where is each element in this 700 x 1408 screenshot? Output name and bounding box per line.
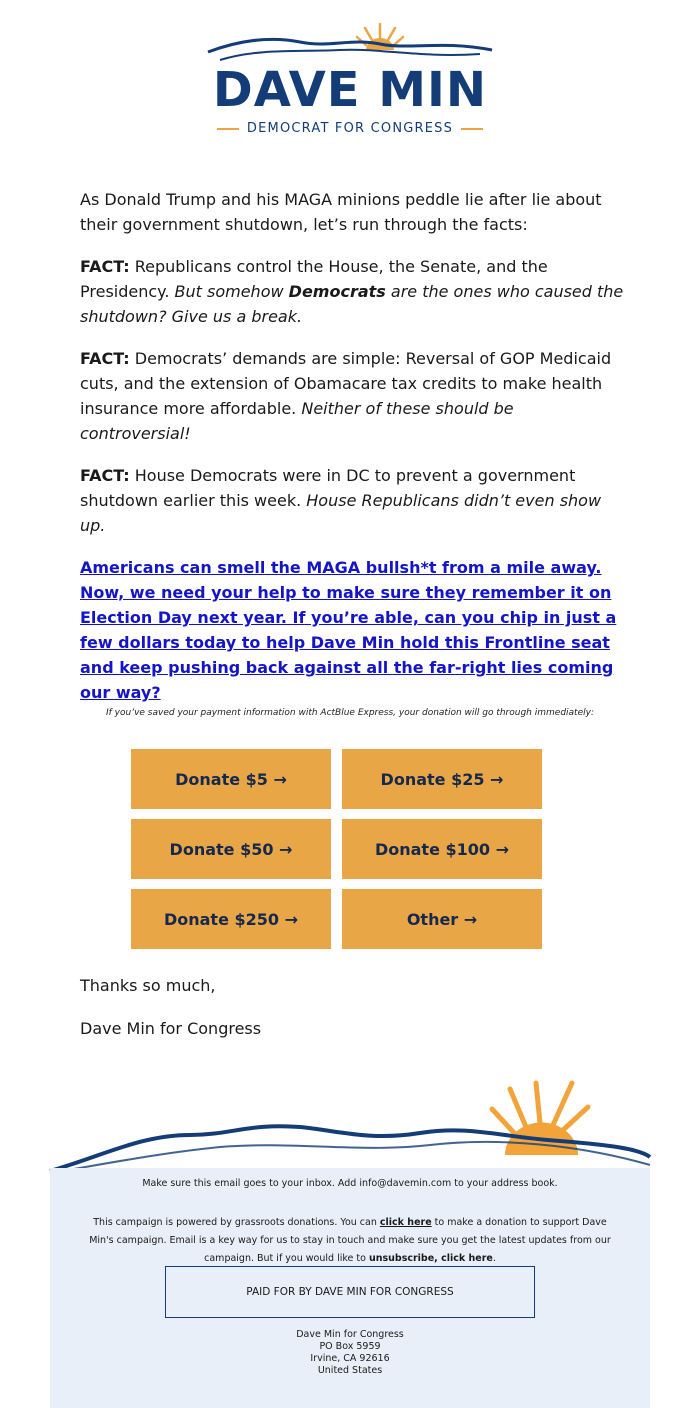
address-city: Irvine, CA 92616 [310,1353,390,1364]
fact-italic: Neither of these should be controversial! [80,399,514,443]
fact-paragraph-3 [80,463,625,538]
donate-other-button[interactable]: Other → [342,889,542,949]
grassroots-text-post: . [492,1253,496,1264]
fact-italic-bold: Democrats [288,282,386,301]
logo-tagline [0,121,700,137]
donate-5-button[interactable]: Donate $5 → [131,749,331,809]
thanks-text: Thanks so much, [80,976,216,995]
donate-50-button[interactable]: Donate $50 → [131,819,331,879]
signature-text: Dave Min for Congress [80,1019,262,1038]
paid-for-disclaimer: PAID FOR BY DAVE MIN FOR CONGRESS [165,1266,535,1318]
tagline-dash-left [217,128,239,130]
fact-label: FACT: [80,466,130,485]
fact-paragraph-1 [80,254,625,329]
unsubscribe-link[interactable]: unsubscribe, click here [368,1253,493,1264]
fact-label: FACT: [80,257,130,276]
address-street: PO Box 5959 [319,1341,381,1352]
email-header [0,0,700,160]
click-here-donate-link[interactable]: click here [379,1217,432,1228]
tagline-text: DEMOCRAT FOR CONGRESS [246,121,454,136]
fact-italic-post: are the ones who caused the shutdown? Give us a break. [80,282,624,326]
donate-250-button[interactable]: Donate $250 → [131,889,331,949]
address-name: Dave Min for Congress [296,1329,404,1340]
logo-wordmark: DAVE MIN [212,62,488,118]
fact-italic-pre: But somehow [174,282,289,301]
grassroots-text-pre: This campaign is powered by grassroots donations. You can [93,1217,380,1228]
fact-paragraph-2 [80,346,625,446]
donate-25-button[interactable]: Donate $25 → [342,749,542,809]
email-body [80,187,625,705]
actblue-express-note: If you’ve saved your payment information with ActBlue Express, your donation will go through immediately: [106,708,594,718]
fact-text: Democrats’ demands are simple: Reversal of GOP Medicaid cuts, and the extension of Obamacare tax credits to make health insurance more affordable. [80,349,612,418]
email-footer [50,1168,650,1408]
fact-label: FACT: [80,349,130,368]
inbox-note: Make sure this email goes to your inbox. Add info@davemin.com to your address book. [142,1178,558,1189]
donate-100-button[interactable]: Donate $100 → [342,819,542,879]
grassroots-note [80,1214,620,1268]
donate-button-grid [131,749,543,949]
fact-text: Republicans control the House, the Senate, and the Presidency. [80,257,548,301]
tagline-dash-right [461,128,483,130]
fact-text: House Democrats were in DC to prevent a government shutdown earlier this week. [80,466,576,510]
intro-paragraph: As Donald Trump and his MAGA minions peddle lie after lie about their government shutdown, let’s run through the facts: [80,190,602,234]
signoff [80,975,261,1061]
address-country: United States [317,1365,383,1376]
donate-cta-link[interactable]: Americans can smell the MAGA bullsh*t from a mile away. Now, we need your help to make sure they remember it on Election Day next year. If you’re able, can you chip in just a few dollars today to help Dave Min hold this Frontline seat and keep pushing back against all the far-right lies coming our way? [80,558,617,702]
grassroots-text-mid: to make a donation to support Dave Min's campaign. Email is a key way for us to stay in touch and make sure you get the latest updates from our campaign. But if you would like to [89,1217,611,1264]
fact-italic: House Republicans didn’t even show up. [80,491,602,535]
mailing-address [50,1329,650,1377]
